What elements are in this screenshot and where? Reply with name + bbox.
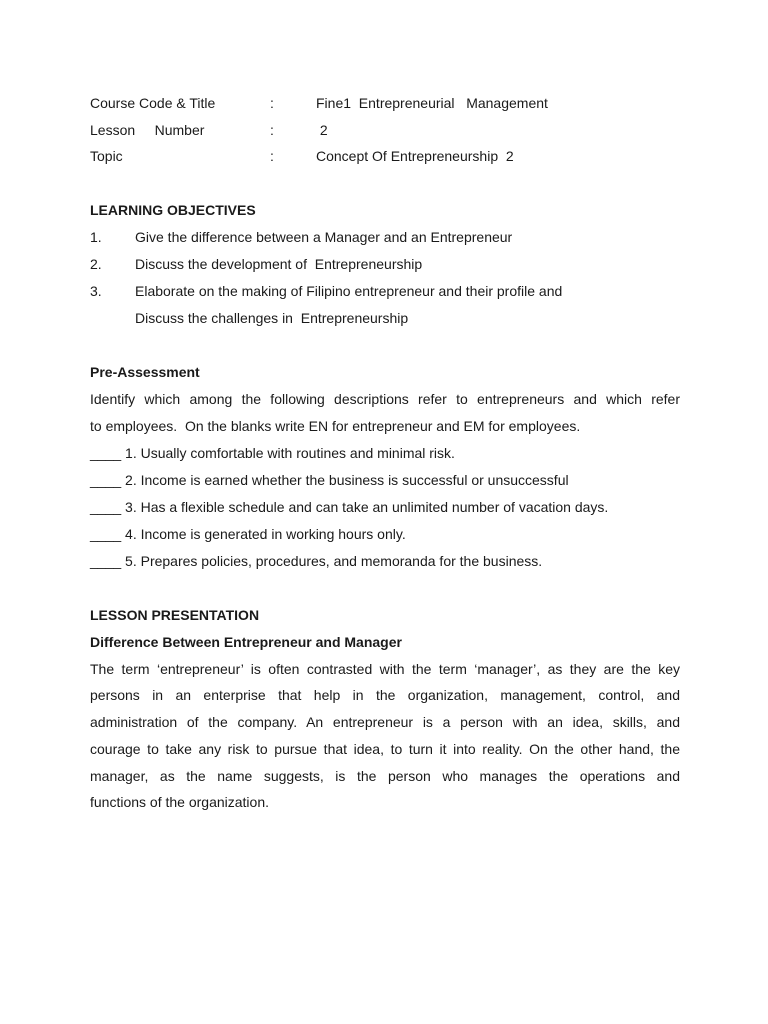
objective-number: 1. bbox=[90, 228, 102, 245]
pre-assessment-intro-line: Identify which among the following descriptions refer to entrepreneurs and which refer bbox=[90, 390, 680, 407]
spacer bbox=[90, 332, 680, 359]
lesson-number-value: 2 bbox=[316, 121, 328, 138]
paragraph-line: functions of the organization. bbox=[90, 794, 270, 811]
course-code-value: Fine1 Entrepreneurial Management bbox=[316, 95, 548, 111]
paragraph-line: The term ‘entrepreneur’ is often contrasted with the term ‘manager’, as they are the key bbox=[90, 660, 680, 677]
lesson-number-colon: : bbox=[270, 121, 274, 138]
spacer bbox=[90, 575, 680, 602]
objective-number: 3. bbox=[90, 282, 102, 299]
lesson-number-row bbox=[90, 117, 680, 144]
course-code-row bbox=[90, 90, 680, 117]
objective-text: Elaborate on the making of Filipino entrepreneur and their profile and bbox=[135, 282, 563, 299]
pre-assessment-item: ____ 3. Has a flexible schedule and can take an unlimited number of vacation days. bbox=[90, 498, 609, 515]
course-code-label: Course Code & Title bbox=[90, 95, 216, 111]
pre-assessment-item: ____ 1. Usually comfortable with routines and minimal risk. bbox=[90, 444, 455, 461]
pre-assessment-item: ____ 4. Income is generated in working hours only. bbox=[90, 525, 406, 542]
lesson-number-label: Lesson Number bbox=[90, 121, 205, 138]
pre-assessment-intro-line: to employees. On the blanks write EN for entrepreneur and EM for employees. bbox=[90, 417, 581, 434]
course-code-colon: : bbox=[270, 95, 274, 111]
document-page bbox=[90, 90, 680, 816]
objective-number: 2. bbox=[90, 255, 102, 272]
objective-item bbox=[90, 278, 680, 305]
objective-text: Discuss the challenges in Entrepreneurship bbox=[135, 309, 409, 326]
paragraph-line: manager, as the name suggests, is the person who manages the operations and bbox=[90, 767, 680, 784]
lesson-presentation-heading: LESSON PRESENTATION bbox=[90, 606, 260, 623]
pre-assessment-heading: Pre-Assessment bbox=[90, 363, 200, 380]
objective-item bbox=[90, 305, 680, 332]
objective-text: Discuss the development of Entrepreneurship bbox=[135, 255, 423, 272]
lesson-subheading: Difference Between Entrepreneur and Manager bbox=[90, 633, 402, 650]
lesson-paragraph bbox=[90, 656, 680, 817]
learning-objectives-heading: LEARNING OBJECTIVES bbox=[90, 201, 256, 218]
objective-item bbox=[90, 224, 680, 251]
paragraph-line: persons in an enterprise that help in the organization, management, control, and bbox=[90, 687, 680, 704]
pre-assessment-item: ____ 5. Prepares policies, procedures, and memoranda for the business. bbox=[90, 552, 543, 569]
objective-item bbox=[90, 251, 680, 278]
spacer bbox=[90, 170, 680, 197]
topic-value: Concept Of Entrepreneurship 2 bbox=[316, 148, 514, 164]
paragraph-line: administration of the company. An entrepreneur is a person with an idea, skills, and bbox=[90, 714, 680, 731]
topic-row bbox=[90, 143, 680, 170]
topic-colon: : bbox=[270, 148, 274, 164]
pre-assessment-item: ____ 2. Income is earned whether the business is successful or unsuccessful bbox=[90, 471, 569, 488]
objective-text: Give the difference between a Manager and an Entrepreneur bbox=[135, 228, 513, 245]
topic-label: Topic bbox=[90, 148, 123, 164]
paragraph-line: courage to take any risk to pursue that idea, to turn it into reality. On the other hand, the bbox=[90, 740, 680, 757]
